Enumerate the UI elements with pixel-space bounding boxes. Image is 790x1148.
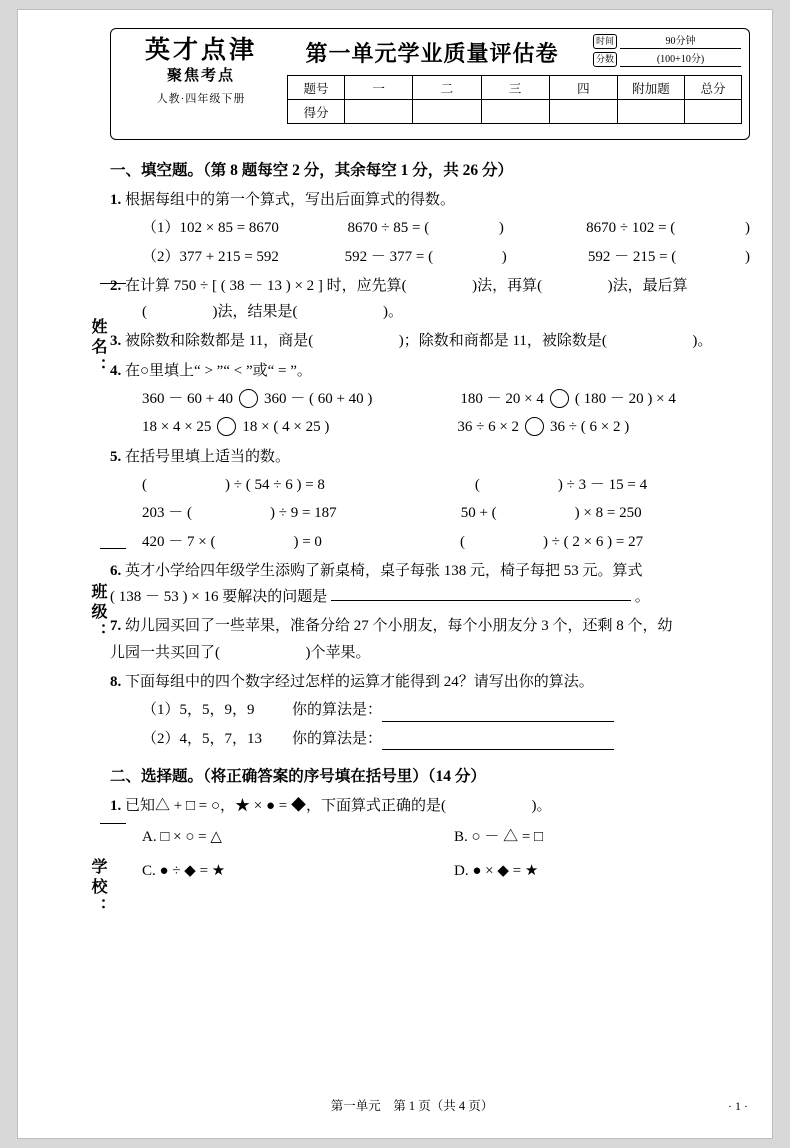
q8-item2-label: 你的算法是： <box>292 730 383 747</box>
q4-d-circle[interactable] <box>525 417 544 436</box>
question-1-number: 1. <box>110 192 122 208</box>
q8-item1-blank[interactable] <box>382 700 614 721</box>
score-cell-1[interactable] <box>345 100 413 124</box>
q5-r1-a-rest: ) ÷ ( 54 ÷ 6 ) = 8 <box>225 476 325 493</box>
q1-b-blank2[interactable] <box>676 247 745 268</box>
brand-title: 英才点津 <box>144 35 257 64</box>
q4-c-right: 18 × ( 4 × 25 ) <box>242 419 330 436</box>
q5-r2-b-open: 50 + ( <box>460 505 497 522</box>
question-4-number: 4. <box>110 362 122 379</box>
q1-b-blank1[interactable] <box>433 247 502 268</box>
time-value: 90分钟 <box>620 35 741 49</box>
q6-line2-end: 。 <box>634 589 650 606</box>
s2-q1-options-row-1 <box>142 827 750 848</box>
question-5-text: 在括号里填上适当的数。 <box>125 448 291 465</box>
page-footer <box>74 1096 750 1114</box>
q4-a-right: 360 － ( 60 + 40 ) <box>263 391 373 408</box>
q5-r3-b-rest: ) ÷ ( 2 × 6 ) = 27 <box>542 533 644 550</box>
q2-part6: )。 <box>383 304 403 321</box>
q2-part3: )法，最后算 <box>607 277 688 294</box>
question-2 <box>110 276 750 297</box>
margin-class-label: 班级： <box>89 583 106 643</box>
q4-a-left: 360 － 60 + 40 <box>142 391 233 408</box>
time-row <box>593 34 741 49</box>
q2-part2: )法，再算( <box>472 277 543 294</box>
q1-b-b2c: ) <box>745 248 750 265</box>
exam-body <box>110 160 750 882</box>
q1-a-expr: （1）102 × 85 = 8670 <box>142 220 279 237</box>
q5-r1-a-open: ( <box>142 476 147 493</box>
q5-r3-b-open: ( <box>459 533 465 550</box>
s2-q1-text: 已知△ + □ = ○，★ × ● = ◆，下面算式正确的是( <box>125 797 447 814</box>
question-6-line2 <box>110 587 750 608</box>
question-7 <box>110 616 750 637</box>
margin-rule-2 <box>100 548 126 549</box>
q5-r3-a-open: 420 － 7 × ( <box>142 533 216 550</box>
q5-r2-a-blank[interactable] <box>192 503 270 524</box>
question-5 <box>110 447 750 468</box>
cell-得分: 得分 <box>288 100 345 124</box>
score-table-value-row <box>288 100 742 124</box>
question-5-row-1 <box>142 475 750 496</box>
q5-r1-b-blank[interactable] <box>480 475 558 496</box>
question-6-line1: 英才小学给四年级学生添购了新桌椅，桌子每张 138 元，椅子每把 53 元。算式 <box>125 562 643 579</box>
question-8-number: 8. <box>110 674 122 691</box>
cell-四: 四 <box>549 76 617 100</box>
question-1-text: 根据每组中的第一个算式，写出后面算式的得数。 <box>125 192 456 208</box>
question-7-number: 7. <box>110 618 122 635</box>
margin-rule-1 <box>100 283 126 284</box>
q1-b-b2: 592 － 215 = ( <box>587 248 677 265</box>
q4-d-right: 36 ÷ ( 6 × 2 ) <box>550 419 630 436</box>
q3-part3: )。 <box>692 333 713 350</box>
question-8-item-2 <box>142 729 750 750</box>
question-6 <box>110 561 750 582</box>
q7-line2-b: )个苹果。 <box>305 644 371 661</box>
q2-part1: 在计算 750 ÷ [ ( 38 － 13 ) × 2 ] 时，应先算( <box>125 277 407 294</box>
question-4 <box>110 361 750 382</box>
q8-item2-nums: （2）4，5，7，13 <box>142 730 263 747</box>
question-5-row-3 <box>142 532 750 553</box>
q4-a-circle[interactable] <box>239 389 258 408</box>
score-value: (100+10分) <box>620 53 741 67</box>
s2-q1-number: 1. <box>110 797 122 814</box>
left-margin <box>82 28 124 1120</box>
q5-r2-b-rest: ) × 8 = 250 <box>574 505 642 522</box>
q7-line2-a: 儿园一共买回了( <box>110 644 220 661</box>
q5-r2-b-blank[interactable] <box>497 503 575 524</box>
q6-line2-text: ( 138 － 53 ) × 16 要解决的问题是 <box>110 589 328 606</box>
cell-总分: 总分 <box>685 76 742 100</box>
s2-q1-options-row-2 <box>142 861 750 882</box>
q6-answer-blank[interactable] <box>331 600 631 601</box>
q5-r2-a-rest: ) ÷ 9 = 187 <box>270 505 337 522</box>
time-score-box <box>593 34 741 70</box>
score-table-header-row <box>288 76 742 100</box>
cell-题号: 题号 <box>288 76 345 100</box>
footer-page-number: · 1 · <box>728 1099 748 1113</box>
option-d[interactable]: D. ● × ◆ = ★ <box>454 862 539 879</box>
score-cell-extra[interactable] <box>618 100 685 124</box>
q2-part5: )法，结果是( <box>212 304 298 321</box>
q4-d-left: 36 ÷ 6 × 2 <box>457 419 520 436</box>
option-c[interactable]: C. ● ÷ ◆ = ★ <box>142 862 226 879</box>
brand-edition: 人教·四年级下册 <box>156 93 246 105</box>
q5-r1-b-rest: ) ÷ 3 － 15 = 4 <box>557 476 648 493</box>
score-cell-3[interactable] <box>481 100 549 124</box>
margin-rule-3 <box>100 823 126 824</box>
score-label: 分数 <box>593 52 617 67</box>
score-table <box>287 75 742 124</box>
question-8 <box>110 672 750 693</box>
q1-b-expr: （2）377 + 215 = 592 <box>142 248 279 265</box>
q1-a-blank1[interactable] <box>429 218 499 239</box>
sheet <box>74 28 750 1120</box>
exam-page <box>18 10 772 1138</box>
question-5-number: 5. <box>110 448 122 465</box>
q1-a-b2: 8670 ÷ 102 = ( <box>586 220 676 237</box>
q8-item1-label: 你的算法是： <box>292 702 383 719</box>
question-8-item-1 <box>142 700 750 721</box>
q4-c-circle[interactable] <box>217 417 236 436</box>
s2-q1-text-end: )。 <box>531 797 552 814</box>
brand-block <box>121 35 281 107</box>
section-1-title: 一、填空题。（第 8 题每空 2 分，其余每空 1 分，共 26 分） <box>110 162 514 179</box>
q5-r3-a-rest: ) = 0 <box>293 533 322 550</box>
q2-part4: ( <box>142 304 147 321</box>
q8-item2-blank[interactable] <box>382 729 614 750</box>
q8-item1-nums: （1）5，5，9，9 <box>142 702 255 719</box>
question-7-line1: 幼儿园买回了一些苹果，准备分给 27 个小朋友，每个小朋友分 3 个，还剩 8 个，幼 <box>125 618 673 635</box>
question-4-line-2 <box>142 417 750 438</box>
cell-二: 二 <box>413 76 481 100</box>
time-label: 时间 <box>593 34 617 49</box>
q5-r3-b-blank[interactable] <box>465 532 543 553</box>
question-6-number: 6. <box>110 562 122 579</box>
question-2-number: 2. <box>110 277 122 294</box>
q3-part2: )；除数和商都是 11，被除数是( <box>398 333 607 350</box>
q1-a-blank2[interactable] <box>675 218 745 239</box>
q4-b-right: ( 180 － 20 ) × 4 <box>574 391 676 408</box>
q3-part1: 被除数和除数都是 11，商是( <box>125 333 314 350</box>
margin-name-label: 姓名： <box>89 318 106 378</box>
question-3 <box>110 331 750 352</box>
q1-b-b1c: ) <box>501 248 507 265</box>
score-cell-total[interactable] <box>685 100 742 124</box>
q1-a-b2c: ) <box>745 220 750 237</box>
margin-school-label: 学校： <box>89 858 106 918</box>
brand-subtitle: 聚焦考点 <box>166 68 235 84</box>
question-1 <box>110 190 750 211</box>
paper-title: 第一单元学业质量评估卷 <box>305 41 559 67</box>
score-cell-2[interactable] <box>413 100 481 124</box>
question-8-text: 下面每组中的四个数字经过怎样的运算才能得到 24？请写出你的算法。 <box>125 674 594 691</box>
score-row <box>593 52 741 67</box>
q5-r3-a-blank[interactable] <box>215 532 293 553</box>
question-2-line-2 <box>142 302 750 323</box>
q5-r2-a-open: 203 － ( <box>142 505 192 522</box>
q4-c-left: 18 × 4 × 25 <box>142 419 212 436</box>
score-cell-4[interactable] <box>549 100 617 124</box>
question-1-line-2 <box>142 247 750 268</box>
q5-r1-b-open: ( <box>474 476 480 493</box>
section-2-title: 二、选择题。（将正确答案的序号填在括号里）（14 分） <box>110 767 486 785</box>
section2-question-1 <box>110 796 750 817</box>
exam-header <box>110 28 750 140</box>
cell-附加题: 附加题 <box>618 76 685 100</box>
q1-b-b1: 592 － 377 = ( <box>344 248 434 265</box>
q5-r1-a-blank[interactable] <box>147 475 225 496</box>
question-4-text: 在○里填上“ > ”“ < ”或“ = ”。 <box>125 362 312 379</box>
question-7-line2 <box>110 643 750 664</box>
footer-center-text: 第一单元 第 1 页（共 4 页） <box>330 1099 494 1113</box>
q1-a-b1: 8670 ÷ 85 = ( <box>347 220 430 237</box>
q4-b-circle[interactable] <box>550 389 569 408</box>
option-a[interactable]: A. □ × ○ = △ <box>142 829 222 846</box>
option-b[interactable]: B. ○ － △ = □ <box>454 829 544 846</box>
question-4-line-1 <box>142 389 750 410</box>
question-3-number: 3. <box>110 333 122 350</box>
question-5-row-2 <box>142 503 750 524</box>
question-1-line-1 <box>142 218 750 239</box>
q1-a-b1c: ) <box>498 220 504 237</box>
cell-三: 三 <box>481 76 549 100</box>
cell-一: 一 <box>345 76 413 100</box>
q4-b-left: 180 － 20 × 4 <box>460 391 544 408</box>
